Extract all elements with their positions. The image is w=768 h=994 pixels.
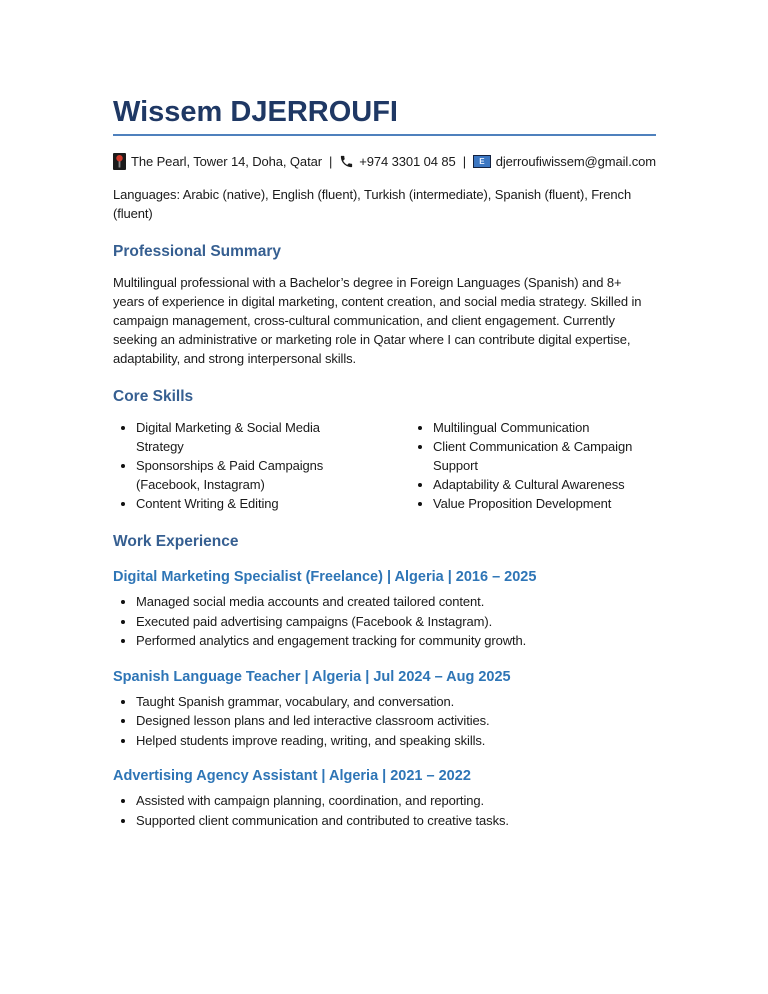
job-bullet-list: [113, 592, 656, 651]
skill-item: • Content Writing & Editing: [136, 494, 410, 513]
job-bullet: • Executed paid advertising campaigns (Facebook & Instagram).: [136, 612, 656, 632]
contact-phone: +974 3301 04 85: [359, 154, 456, 169]
job-bullet: • Performed analytics and engagement tracking for community growth.: [136, 631, 656, 651]
location-pin-icon: [113, 153, 126, 170]
job-entry: [113, 568, 656, 651]
job-bullet: • Taught Spanish grammar, vocabulary, and conversation.: [136, 692, 656, 712]
contact-line: [113, 152, 656, 171]
skill-item: • Value Proposition Development: [433, 494, 656, 513]
contact-separator: |: [462, 154, 466, 169]
skill-item: • Sponsorships & Paid Campaigns (Facebook, Instagram): [136, 456, 410, 494]
job-title: Spanish Language Teacher | Algeria | Jul 2024 – Aug 2025: [113, 668, 511, 685]
languages-line: Languages: Arabic (native), English (fluent), Turkish (intermediate), Spanish (fluent), French (fluent): [113, 187, 632, 221]
job-bullet: • Helped students improve reading, writing, and speaking skills.: [136, 731, 656, 751]
skill-item: • Digital Marketing & Social Media Strategy: [136, 418, 410, 456]
job-bullet: • Managed social media accounts and created tailored content.: [136, 592, 656, 612]
contact-location: The Pearl, Tower 14, Doha, Qatar: [131, 154, 322, 169]
header-divider: [113, 134, 656, 136]
job-entry: [113, 767, 656, 830]
job-entry: [113, 668, 656, 751]
job-title: Advertising Agency Assistant | Algeria | 2021 – 2022: [113, 768, 471, 784]
core-skills-left-list: [113, 418, 410, 513]
section-heading-work-experience: Work Experience: [113, 533, 239, 550]
skill-item: • Client Communication & Campaign Support: [433, 437, 656, 475]
job-bullet: • Assisted with campaign planning, coordination, and reporting.: [136, 791, 656, 811]
job-bullet: • Designed lesson plans and led interactive classroom activities.: [136, 711, 656, 731]
skill-item: • Adaptability & Cultural Awareness: [433, 475, 656, 494]
person-name: Wissem DJERROUFI: [113, 96, 398, 128]
email-icon-letter: E: [479, 156, 485, 166]
contact-email: djerroufiwissem@gmail.com: [495, 154, 656, 169]
core-skills-right-list: [410, 418, 656, 513]
job-title: Digital Marketing Specialist (Freelance) | Algeria | 2016 – 2025: [113, 569, 537, 585]
core-skills-columns: [113, 418, 656, 513]
skill-item: • Multilingual Communication: [433, 418, 656, 437]
phone-icon: [339, 154, 354, 169]
job-bullet: • Supported client communication and contributed to creative tasks.: [136, 811, 656, 831]
section-heading-core-skills: Core Skills: [113, 388, 194, 405]
section-heading-professional-summary: Professional Summary: [113, 243, 281, 260]
contact-separator: |: [328, 154, 333, 169]
job-bullet-list: [113, 791, 656, 830]
job-bullet-list: [113, 692, 656, 751]
email-icon: [473, 155, 491, 168]
professional-summary-text: Multilingual professional with a Bachelor’s degree in Foreign Languages (Spanish) and 8+ years of experience in digital marketing, content creation, and social media strategy. Skilled in campaign management, cross-cultural communication, and client engagement. Currently seeking an administrative or marketing role in Qatar where I can contribute digital expertise, adaptability, and strong interpersonal skills.: [113, 275, 642, 366]
